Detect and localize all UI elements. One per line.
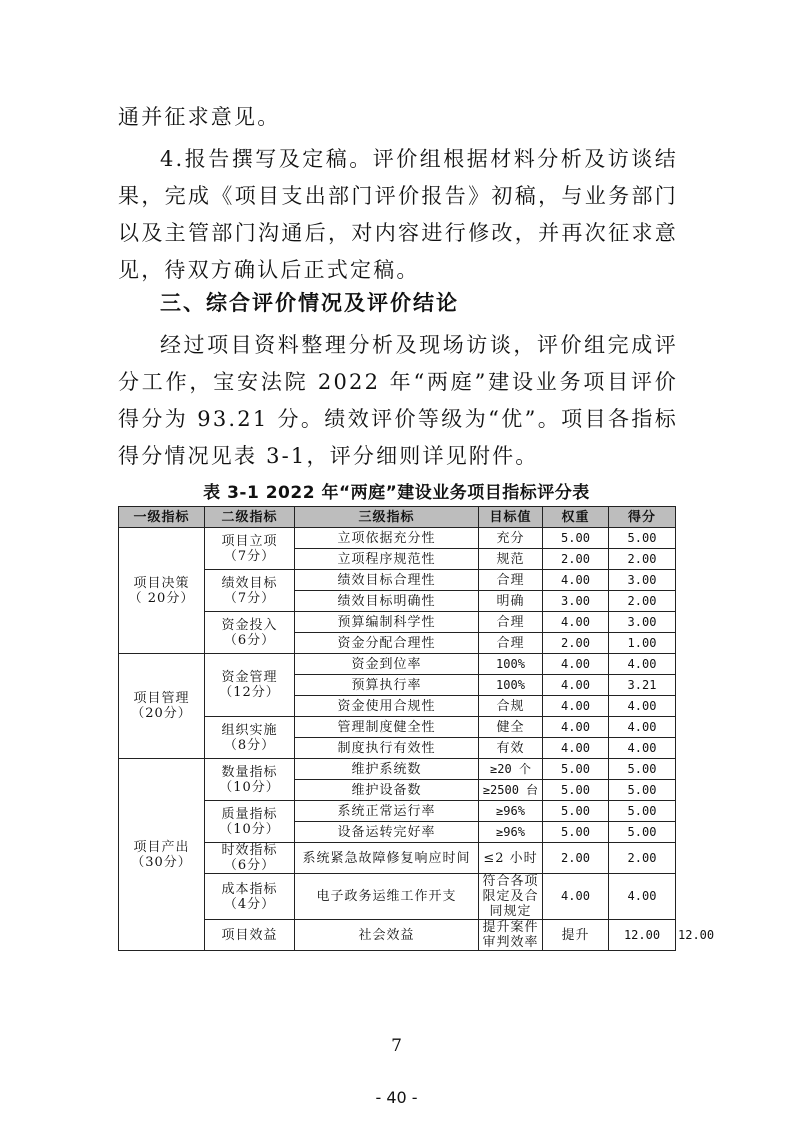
table-row xyxy=(119,528,676,549)
level2-cell: 时效指标 （6分） xyxy=(205,843,295,874)
level2-cell: 项目立项 （7分） xyxy=(205,528,295,570)
level3-cell: 电子政务运维工作开支 xyxy=(295,874,479,920)
level2-cell: 质量指标 （10分） xyxy=(205,801,295,843)
target-cell: 健全 xyxy=(479,717,543,738)
score-cell: 4.00 xyxy=(609,738,676,759)
target-cell: 规范 xyxy=(479,549,543,570)
header-level3: 三级指标 xyxy=(295,507,479,528)
level3-cell: 维护设备数 xyxy=(295,780,479,801)
weight-cell: 5.00 xyxy=(543,780,609,801)
score-cell: 1.00 xyxy=(609,633,676,654)
level3-cell: 管理制度健全性 xyxy=(295,717,479,738)
header-target: 目标值 xyxy=(479,507,543,528)
score-cell: 4.00 xyxy=(609,717,676,738)
table-row xyxy=(119,759,676,780)
weight-cell: 2.00 xyxy=(543,633,609,654)
score-cell: 4.00 xyxy=(609,696,676,717)
score-cell: 5.00 xyxy=(609,801,676,822)
level2-cell: 组织实施 （8分） xyxy=(205,717,295,759)
score-cell: 3.00 xyxy=(609,612,676,633)
header-weight: 权重 xyxy=(543,507,609,528)
table-caption: 表 3-1 2022 年“两庭”建设业务项目指标评分表 xyxy=(203,483,590,503)
level1-cell: 项目管理 （20分） xyxy=(119,654,205,759)
weight-cell: 12.00 xyxy=(609,920,676,951)
header-level2: 二级指标 xyxy=(205,507,295,528)
target-cell: 100% xyxy=(479,675,543,696)
weight-cell: 4.00 xyxy=(543,654,609,675)
weight-cell: 2.00 xyxy=(543,549,609,570)
level2-cell: 资金管理 （12分） xyxy=(205,654,295,717)
level3-cell: 预算编制科学性 xyxy=(295,612,479,633)
level3-cell: 系统紧急故障修复响应时间 xyxy=(295,843,479,874)
level1-cell: 项目效益 xyxy=(205,920,295,951)
weight-cell: 5.00 xyxy=(543,822,609,843)
target-cell: ≥96% xyxy=(479,801,543,822)
score-cell: 3.21 xyxy=(609,675,676,696)
target-cell: 符合各项限定及合同规定 xyxy=(479,874,543,920)
target-cell: 合规 xyxy=(479,696,543,717)
table-row xyxy=(119,654,676,675)
target-cell: 充分 xyxy=(479,528,543,549)
weight-cell: 5.00 xyxy=(543,801,609,822)
level2-cell: 数量指标 （10分） xyxy=(205,759,295,801)
section-heading: 三、综合评价情况及评价结论 xyxy=(160,291,459,315)
weight-cell: 4.00 xyxy=(543,675,609,696)
level3-cell: 预算执行率 xyxy=(295,675,479,696)
header-level1: 一级指标 xyxy=(119,507,205,528)
weight-cell: 4.00 xyxy=(543,717,609,738)
paragraph-continuation: 通并征求意见。 xyxy=(118,105,281,129)
score-cell: 2.00 xyxy=(609,591,676,612)
weight-cell: 2.00 xyxy=(543,843,609,874)
level3-cell: 设备运转完好率 xyxy=(295,822,479,843)
score-cell: 5.00 xyxy=(609,528,676,549)
score-table xyxy=(118,506,715,951)
score-cell: 5.00 xyxy=(609,759,676,780)
level3-cell: 资金使用合规性 xyxy=(295,696,479,717)
level3-cell: 资金分配合理性 xyxy=(295,633,479,654)
level2-cell: 成本指标 （4分） xyxy=(205,874,295,920)
score-cell: 2.00 xyxy=(609,843,676,874)
weight-cell: 4.00 xyxy=(543,738,609,759)
paragraph-conclusion: 经过项目资料整理分析及现场访谈，评价组完成评分工作，宝安法院 2022 年“两庭”建设业务项目评价得分为 93.21 分。绩效评价等级为“优”。项目各指标得分情况见表 3-1，评分细则详见附件。 xyxy=(118,333,678,468)
target-cell: 合理 xyxy=(479,570,543,591)
level3-cell: 维护系统数 xyxy=(295,759,479,780)
table-header-row xyxy=(119,507,676,528)
paragraph-report-drafting: 4.报告撰写及定稿。评价组根据材料分析及访谈结果，完成《项目支出部门评价报告》初稿，与业务部门以及主管部门沟通后，对内容进行修改，并再次征求意见，待双方确认后正式定稿。 xyxy=(118,147,678,282)
weight-cell: 5.00 xyxy=(543,759,609,780)
score-cell: 5.00 xyxy=(609,780,676,801)
level3-cell: 立项依据充分性 xyxy=(295,528,479,549)
target-cell: 提升 xyxy=(543,920,609,951)
weight-cell: 5.00 xyxy=(543,528,609,549)
level3-cell: 绩效目标合理性 xyxy=(295,570,479,591)
score-cell: 2.00 xyxy=(609,549,676,570)
level3-cell: 绩效目标明确性 xyxy=(295,591,479,612)
weight-cell: 4.00 xyxy=(543,874,609,920)
level2-cell: 资金投入 （6分） xyxy=(205,612,295,654)
header-score: 得分 xyxy=(609,507,676,528)
level1-cell: 项目决策 （ 20分） xyxy=(119,528,205,654)
level3-cell: 提升案件审判效率 xyxy=(479,920,543,951)
target-cell: ≤2 小时 xyxy=(479,843,543,874)
target-cell: ≥20 个 xyxy=(479,759,543,780)
level2-cell: 绩效目标 （7分） xyxy=(205,570,295,612)
level3-cell: 资金到位率 xyxy=(295,654,479,675)
document-page-number: - 40 - xyxy=(375,1088,418,1107)
level3-cell: 制度执行有效性 xyxy=(295,738,479,759)
weight-cell: 3.00 xyxy=(543,591,609,612)
page-number: 7 xyxy=(391,1036,402,1056)
target-cell: 合理 xyxy=(479,633,543,654)
score-cell: 4.00 xyxy=(609,654,676,675)
score-cell: 5.00 xyxy=(609,822,676,843)
level1-cell: 项目产出 （30分） xyxy=(119,759,205,951)
target-cell: ≥96% xyxy=(479,822,543,843)
weight-cell: 4.00 xyxy=(543,570,609,591)
table-row: 项目效益 社会效益 提升案件审判效率 提升 12.00 12.00 xyxy=(119,920,676,951)
weight-cell: 4.00 xyxy=(543,696,609,717)
level3-cell: 系统正常运行率 xyxy=(295,801,479,822)
score-cell: 3.00 xyxy=(609,570,676,591)
score-cell: 4.00 xyxy=(609,874,676,920)
target-cell: 明确 xyxy=(479,591,543,612)
target-cell: ≥2500 台 xyxy=(479,780,543,801)
weight-cell: 4.00 xyxy=(543,612,609,633)
target-cell: 有效 xyxy=(479,738,543,759)
level3-cell: 立项程序规范性 xyxy=(295,549,479,570)
target-cell: 100% xyxy=(479,654,543,675)
level2-cell: 社会效益 xyxy=(295,920,479,951)
target-cell: 合理 xyxy=(479,612,543,633)
